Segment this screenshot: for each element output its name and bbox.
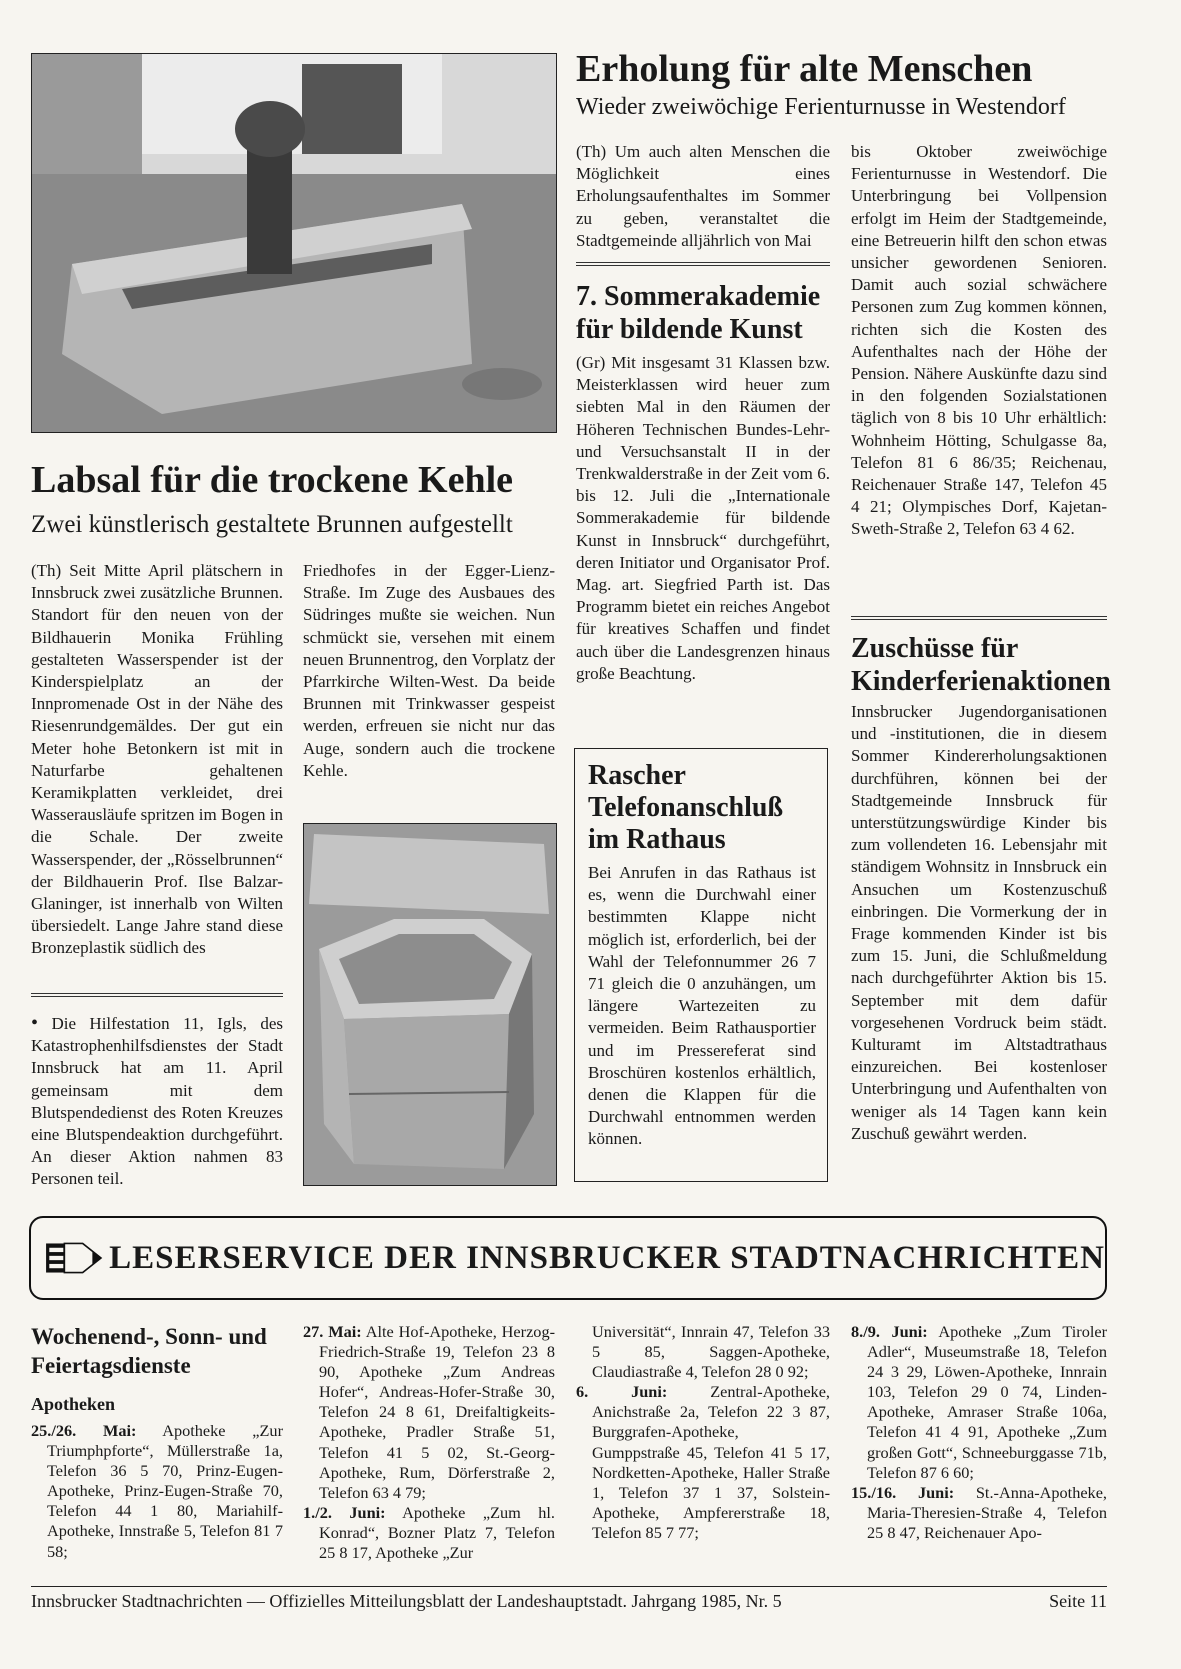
article-sommerakademie-text: (Gr) Mit insgesamt 31 Klassen bzw. Meisterklassen wird heuer zum siebten Mal in den Räumen der Höheren Technischen Bundes-Lehr- und Versuchsanstalt II in der Trenkwalderstraße in der Zeit vom 6. bis 12. Juli die „Internationale Sommerakademie für bildende Kunst in Innsbruck“ durchgeführt, deren Initiator und Organisator Prof. Mag. art. Siegfried Parth ist. Das Programm bietet ein reiches Angebot für kreatives Schaffen und findet auch über die Landesgrenzen hinaus große Beachtung. <box>576 353 830 683</box>
leserservice-banner <box>29 1216 1107 1300</box>
article-telefon-text: Bei Anrufen in das Rathaus ist es, wenn die Durchwahl einer bestimmten Klappe nicht möglich ist, erforderlich, bei der Wahl der Telefonnummer 26 7 71 gleich die 0 anzuhängen, um längere Wartezeiten zu vermeiden. Beim Rathausportier und im Pressereferat sind Broschüren kostenlos erhältlich, denen die Klappen für die Durchwahl entnommen werden können. <box>588 863 816 1149</box>
article-erholung-col2: bis Oktober zweiwöchige Ferienturnusse in Westendorf. Die Unterbringung bei Vollpension erfolgt im Heim der Stadtgemeinde, eine Betreuerin hilft den schon etwas unsicher gewordenen Senioren. Damit auch sozial schwächere Personen zum Zug kommen können, richten sich die Kosten des Aufenthaltes nach der Höhe der Pension. Nähere Auskünfte dazu sind in den folgenden Sozialstationen täglich von 8 bis 10 Uhr erhältlich: Wohnheim Hötting, Schulgasse 8a, Telefon 81 6 86/35; Reichenau, Reichenauer Straße 147, Telefon 45 4 21; Olympisches Dorf, Kajetan-Sweth-Straße 2, Telefon 63 4 62. <box>851 142 1107 539</box>
divider-zuschuesse <box>851 616 1107 620</box>
headline-zuschuesse: Zuschüsse für Kinderferienaktionen <box>851 633 1111 697</box>
service-entry: 25./26. Mai: Apotheke „Zur Triumphpforte“, Müllerstraße 1a, Telefon 36 5 70, Prinz-Eugen-Apotheke, Prinz-Eugen-Straße 70, Telefon 44 1 80, Mariahilf-Apotheke, Innstraße 5, Telefon 81 7 58; <box>31 1421 283 1561</box>
photo-hexagon-fountain <box>303 823 557 1186</box>
headline-sommerakademie: 7. Sommerakademie für bildende Kunst <box>576 281 821 345</box>
service-entry: 1./2. Juni: Apotheke „Zum hl. Konrad“, Bozner Platz 7, Telefon 25 8 17, Apotheke „Zur <box>303 1502 555 1563</box>
brief-hilfestation-text: Die Hilfestation 11, Igls, des Katastrophenhilfsdienstes der Stadt Innsbruck hat am 11. April gemeinsam mit dem Blutspendedienst des Roten Kreuzes eine Blutspendeaktion durchgeführt. An dieser Aktion nahmen 83 Personen teil. <box>31 1014 284 1189</box>
pencil-arrow-logo-icon <box>45 1225 103 1291</box>
article-erholung-col1: (Th) Um auch alten Menschen die Möglichkeit eines Erholungsaufenthaltes im Sommer zu geben, veranstaltet die Stadtgemeinde alljährlich von Mai <box>576 142 830 250</box>
headline-erholung: Erholung für alte Menschen <box>576 48 1033 90</box>
article-labsal-col1: (Th) Seit Mitte April plätschern in Innsbruck zwei zusätzliche Brunnen. Standort für den neuen von der Bildhauerin Monika Frühling gestalteten Wasserspender ist der Kinderspielplatz an der Innpromenade Ost in der Nähe des Riesenrundgemäldes. Der gut ein Meter hohe Betonkern ist mit in Naturfarbe gehaltenen Keramikplatten verkleidet, drei Wasserausläufe spritzen im Bogen in die Schale. Der zweite Wasserspender, der „Rösselbrunnen“ der Bildhauerin Prof. Ilse Balzar-Glaninger, ist innerhalb von Wilten übersiedelt. Lange Jahre stand diese Bronzeplastik südlich des <box>31 561 283 958</box>
service-entry: 15./16. Juni: St.-Anna-Apotheke, Maria-Theresien-Straße 4, Telefon 25 8 47, Reichenauer Apo- <box>851 1482 1107 1542</box>
photo-fountain-square <box>31 53 557 433</box>
hexagon-fountain-illustration <box>304 824 556 1185</box>
headline-wochenend: Wochenend-, Sonn- und Feiertagsdienste <box>31 1324 267 1378</box>
page-number: Seite 11 <box>1049 1591 1107 1611</box>
service-col2 <box>303 1322 555 1563</box>
article-labsal-col2: Friedhofes in der Egger-Lienz-Straße. Im Zuge des Ausbaues des Südringes mußte sie weichen. Nun schmückt sie, versehen mit einem neuen Brunnentrog, den Vorplatz der Pfarrkirche Wilten-West. Da beide Brunnen mit Trinkwasser gespeist werden, erfreuen sie nicht nur das Auge, sondern auch die trockene Kehle. <box>303 561 555 780</box>
footer-publication: Innsbrucker Stadtnachrichten — Offizielles Mitteilungsblatt der Landeshauptstadt. Jahrgang 1985, Nr. 5 <box>31 1591 782 1611</box>
service-entry: 27. Mai: Alte Hof-Apotheke, Herzog-Friedrich-Straße 19, Telefon 23 8 90, Apotheke „Zum Andreas Hofer“, Andreas-Hofer-Straße 30, Telefon 24 8 61, Dreifaltigkeits-Apotheke, Pradler Straße 51, Telefon 41 5 02, St.-Georg-Apotheke, Rum, Dörferstraße 2, Telefon 63 4 79; <box>303 1322 556 1502</box>
divider-sommerakademie <box>576 262 830 266</box>
page-footer <box>31 1586 1107 1612</box>
fountain-square-illustration <box>32 54 556 432</box>
divider-hilfestation <box>31 993 283 997</box>
subtitle-labsal: Zwei künstlerisch gestaltete Brunnen aufgestellt <box>31 511 513 538</box>
section-apotheken: Apotheken <box>31 1394 116 1414</box>
brief-hilfestation <box>31 1012 283 1191</box>
leserservice-banner-title: LESERSERVICE DER INNSBRUCKER STADTNACHRICHTEN <box>109 1239 1105 1276</box>
service-entry: 6. Juni: Zentral-Apotheke, Anichstraße 2a, Telefon 22 3 87, Burggrafen-Apotheke, Gumppstraße 45, Telefon 41 5 17, Nordketten-Apotheke, Haller Straße 1, Telefon 37 1 37, Solstein-Apotheke, Ampfererstraße 18, Telefon 85 7 77; <box>576 1382 830 1542</box>
service-col3 <box>576 1322 830 1543</box>
headline-labsal: Labsal für die trockene Kehle <box>31 459 514 501</box>
service-entry-continued: Universität“, Innrain 47, Telefon 33 5 85, Saggen-Apotheke, Claudiastraße 4, Telefon 28 0 92; <box>592 1322 830 1382</box>
bullet-icon: • <box>31 1012 39 1034</box>
article-zuschuesse-text: Innsbrucker Jugendorganisationen und -institutionen, die in diesem Sommer Kindererholungsaktionen durchführen, können bei der Stadtgemeinde Innsbruck für unterstützungswürdige Kinder bis zum vollendeten 16. Lebensjahr mit ständigem Wohnsitz in Innsbruck ein Ansuchen um Kostenzuschuß einbringen. Die Vormerkung der in Frage kommenden Kinder ist bis zum 15. Juni, die Schlußmeldung nach durchgeführter Aktion bis 15. September mit dem dafür vorgesehenen Vordruck beim städt. Kulturamt im Altstadtrathaus einzureichen. Bei kostenloser Unterbringung und Aufenthalten von weniger als 14 Tagen kann kein Zuschuß gewährt werden. <box>851 702 1107 1143</box>
service-col1 <box>31 1421 283 1562</box>
headline-telefon: Rascher Telefonanschluß im Rathaus <box>588 760 784 855</box>
service-entry: 8./9. Juni: Apotheke „Zum Tiroler Adler“, Museumstraße 18, Telefon 24 3 29, Löwen-Apotheke, Innrain 103, Telefon 29 0 74, Linden-Apotheke, Amraser Straße 106a, Telefon 41 4 91, Apotheke „Zum großen Gott“, Schneeburggasse 71b, Telefon 87 6 60; <box>851 1322 1108 1482</box>
subtitle-erholung: Wieder zweiwöchige Ferienturnusse in Westendorf <box>576 94 1066 120</box>
service-col4 <box>851 1322 1107 1543</box>
